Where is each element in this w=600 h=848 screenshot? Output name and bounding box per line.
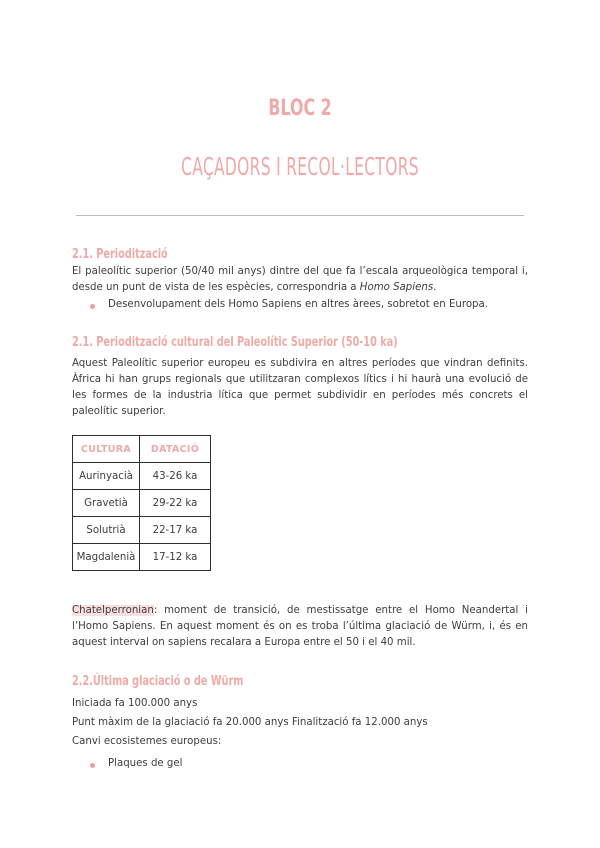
table-row xyxy=(73,544,211,571)
list-item-text: Plaques de gel xyxy=(108,758,183,769)
text-line: Canvi ecosistemes europeus: xyxy=(72,736,222,747)
emphasis-text: Homo Sapiens xyxy=(359,282,434,293)
title-divider xyxy=(76,215,524,216)
table-row xyxy=(73,463,211,490)
bullet-icon xyxy=(90,763,95,768)
table-cell-dating: 17-12 ka xyxy=(140,544,211,571)
section-heading-cultural-periodization: 2.1. Periodització cultural del Paleolític Superior (50-10 ka) xyxy=(72,334,398,350)
section-heading-wurm: 2.2.Última glaciació o de Würm xyxy=(72,673,244,689)
table-cell-culture: Gravetià xyxy=(73,490,140,517)
list-item-text: Desenvolupament dels Homo Sapiens en altres àrees, sobretot en Europa. xyxy=(108,299,488,310)
paragraph-text: El paleolític superior (50/40 mil anys) dintre del que fa l’escala arqueològica temporal i, desde un punt de vista de les espècies, correspondria a xyxy=(72,266,528,293)
table-cell-dating: 22-17 ka xyxy=(140,517,211,544)
section-paragraph-periodization xyxy=(72,264,528,296)
table-header-row xyxy=(73,436,211,463)
table-cell-dating: 43-26 ka xyxy=(140,463,211,490)
block-label: BLOC 2 xyxy=(268,96,332,121)
paragraph-text-end: . xyxy=(433,282,437,293)
section-paragraph-cultural: Aquest Paleolític superior europeu es subdivira en altres períodes que vindran definits. Àfrica hi han grups regionals que utilitzaran complexos lítics i hi haurà una evolució de les formes de la industria lítica que permet subdividir en períodes més concrets el paleolític superior. xyxy=(72,358,528,417)
table-cell-culture: Solutrià xyxy=(73,517,140,544)
column-header-dating: DATACIÓ xyxy=(140,436,211,463)
chatelperronian-paragraph xyxy=(72,603,528,651)
table-cell-culture: Aurinyacià xyxy=(73,463,140,490)
table-cell-dating: 29-22 ka xyxy=(140,490,211,517)
chatelperronian-text: : moment de transició, de mestissatge entre el Homo Neandertal i l’Homo Sapiens. En aquest moment és on es troba l’última glaciació de Würm, i, és en aquest interval on sapiens recalara a Europa entre el 50 i el 40 mil. xyxy=(72,605,528,648)
text-line: Iniciada fa 100.000 anys xyxy=(72,698,198,709)
highlighted-term: Chatelperronian xyxy=(72,605,154,616)
table-row xyxy=(73,490,211,517)
table-cell-culture: Magdalenià xyxy=(73,544,140,571)
text-line: Punt màxim de la glaciació fa 20.000 anys Finalització fa 12.000 anys xyxy=(72,717,428,728)
column-header-culture: CULTURA xyxy=(73,436,140,463)
bullet-icon xyxy=(90,304,95,309)
table-row xyxy=(73,517,211,544)
page-title: CAÇADORS I RECOL·LECTORS xyxy=(181,152,419,181)
section-heading-periodization: 2.1. Periodització xyxy=(72,246,168,262)
culture-table xyxy=(72,435,211,571)
